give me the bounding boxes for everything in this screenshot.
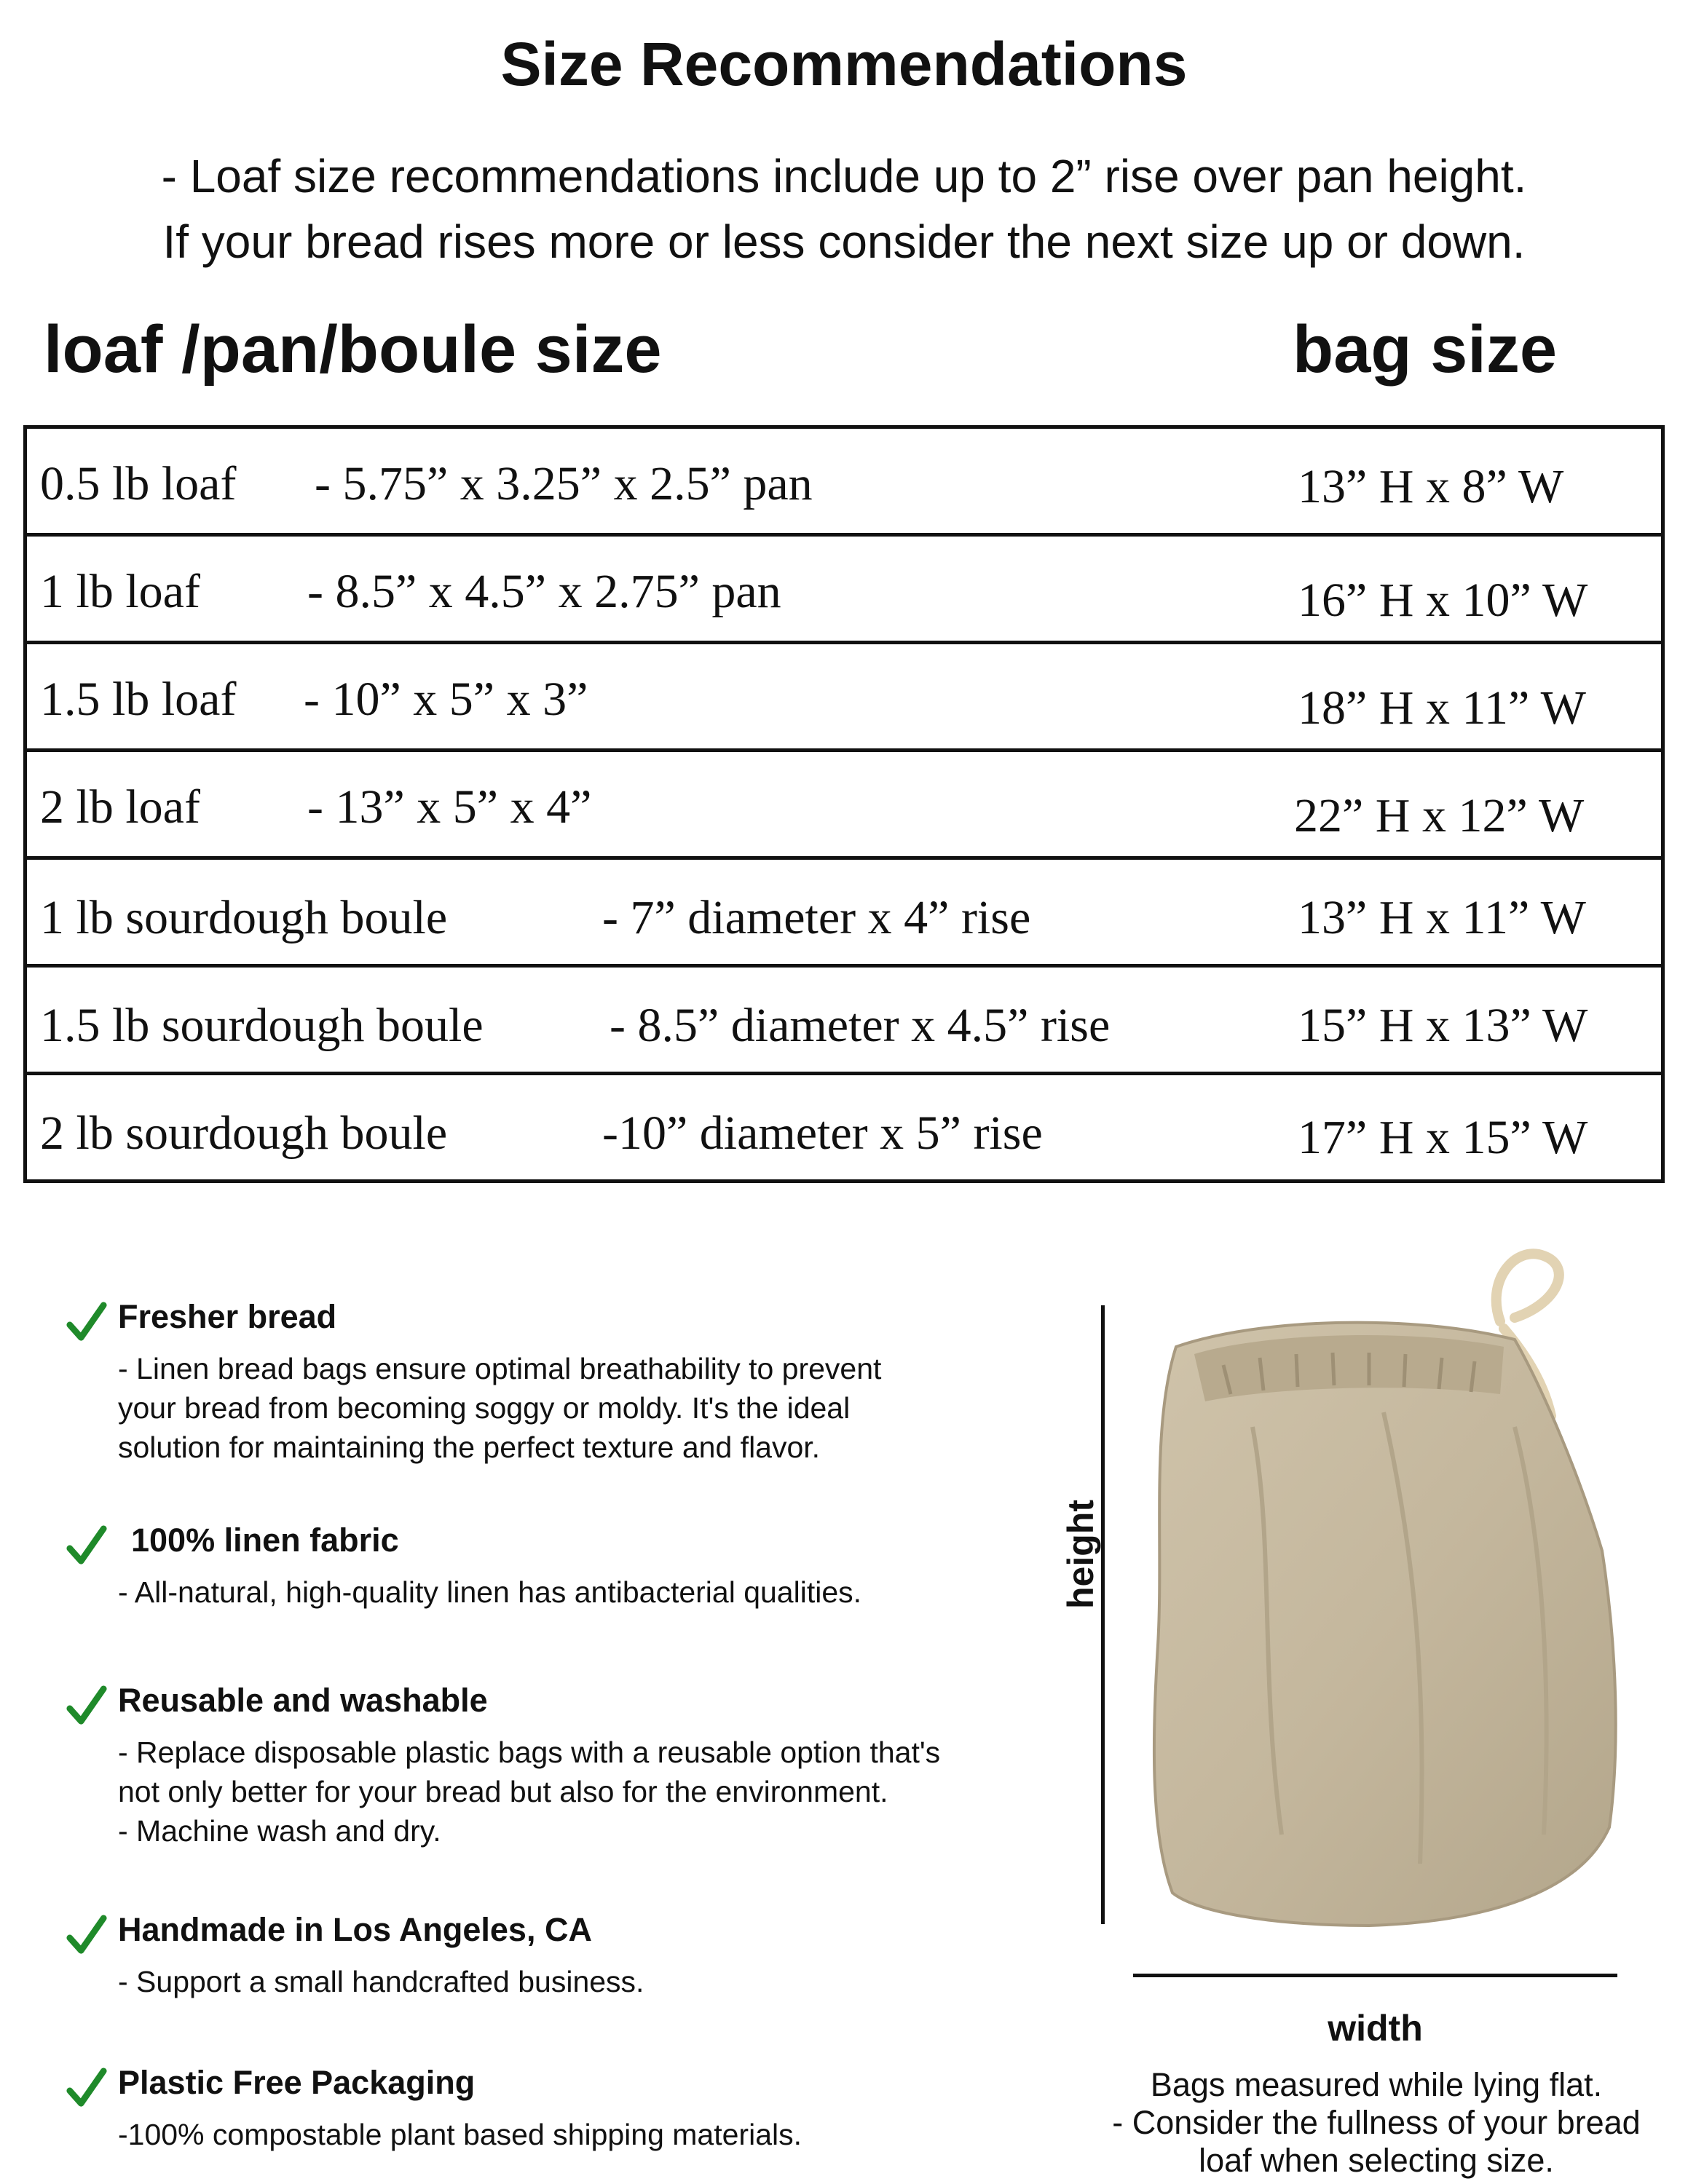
feature-text: - Support a small handcrafted business.: [118, 1965, 644, 1998]
pan-dimensions: - 8.5” x 4.5” x 2.75” pan: [307, 565, 781, 618]
feature-text: - Replace disposable plastic bags with a reusable option that's not only better for your bread but also for the environment. - Machine wash and dry.: [118, 1736, 941, 1848]
feature-title: Reusable and washable: [118, 1682, 488, 1719]
bag-column-header: bag size: [1293, 312, 1558, 387]
page-title: Size Recommendations: [500, 30, 1188, 98]
checkmark-icon: [66, 1301, 108, 1343]
feature-title: Handmade in Los Angeles, CA: [118, 1911, 592, 1948]
loaf-size: 2 lb sourdough boule: [40, 1107, 448, 1160]
feature-text: - All-natural, high-quality linen has antibacterial qualities.: [118, 1575, 862, 1609]
height-measure-line: [1101, 1305, 1105, 1924]
bag-size: 22” H x 12” W: [1294, 789, 1585, 842]
table-row: [23, 1072, 1665, 1183]
feature-title: Plastic Free Packaging: [118, 2064, 476, 2101]
loaf-column-header: loaf /pan/boule size: [44, 312, 662, 387]
linen-bag-image: [1107, 1238, 1675, 1951]
table-row: [23, 533, 1665, 644]
loaf-size: 1.5 lb sourdough boule: [40, 999, 484, 1052]
bag-size: 17” H x 15” W: [1298, 1111, 1588, 1164]
bag-size: 16” H x 10” W: [1298, 574, 1588, 627]
checkmark-icon: [66, 2067, 108, 2109]
bag-size: 15” H x 13” W: [1298, 999, 1588, 1052]
loaf-size: 2 lb loaf: [40, 780, 200, 834]
bag-size: 13” H x 11” W: [1298, 891, 1586, 944]
width-label: width: [1328, 2008, 1423, 2049]
table-row: [23, 748, 1665, 860]
table-row: [23, 425, 1665, 537]
loaf-size: 1 lb loaf: [40, 565, 200, 618]
pan-dimensions: - 13” x 5” x 4”: [307, 780, 592, 834]
loaf-size: 0.5 lb loaf: [40, 457, 237, 510]
feature-text: - Linen bread bags ensure optimal breathability to prevent your bread from becoming soggy or moldy. It's the ideal solution for maintaining the perfect texture and flavor.: [118, 1352, 882, 1464]
pan-dimensions: - 5.75” x 3.25” x 2.5” pan: [315, 457, 813, 510]
width-measure-line: [1133, 1974, 1617, 1977]
pan-dimensions: - 7” diameter x 4” rise: [602, 891, 1031, 944]
pan-dimensions: -10” diameter x 5” rise: [602, 1107, 1043, 1160]
intro-line-2: If your bread rises more or less consider the next size up or down.: [162, 215, 1526, 268]
table-row: [23, 964, 1665, 1075]
bag-size: 18” H x 11” W: [1298, 681, 1586, 735]
feature-text: -100% compostable plant based shipping materials.: [118, 2118, 802, 2151]
checkmark-icon: [66, 1685, 108, 1727]
bag-size: 13” H x 8” W: [1298, 460, 1564, 513]
feature-title: Fresher bread: [118, 1298, 337, 1335]
loaf-size: 1.5 lb loaf: [40, 673, 237, 726]
measurement-note: [1063, 2066, 1688, 2180]
size-table: [23, 425, 1665, 1183]
height-label: height: [1060, 1500, 1101, 1609]
table-row: [23, 856, 1665, 968]
table-row: [23, 641, 1665, 752]
checkmark-icon: [66, 1524, 108, 1567]
intro-line-1: - Loaf size recommendations include up to 2” rise over pan height.: [161, 150, 1527, 202]
checkmark-icon: [66, 1914, 108, 1956]
note-line: loaf when selecting size.: [1199, 2142, 1554, 2179]
pan-dimensions: - 8.5” diameter x 4.5” rise: [610, 999, 1111, 1052]
note-line: - Consider the fullness of your bread: [1112, 2104, 1641, 2141]
loaf-size: 1 lb sourdough boule: [40, 891, 448, 944]
pan-dimensions: - 10” x 5” x 3”: [304, 673, 588, 726]
note-line: Bags measured while lying flat.: [1150, 2066, 1603, 2103]
feature-title: 100% linen fabric: [131, 1522, 399, 1559]
